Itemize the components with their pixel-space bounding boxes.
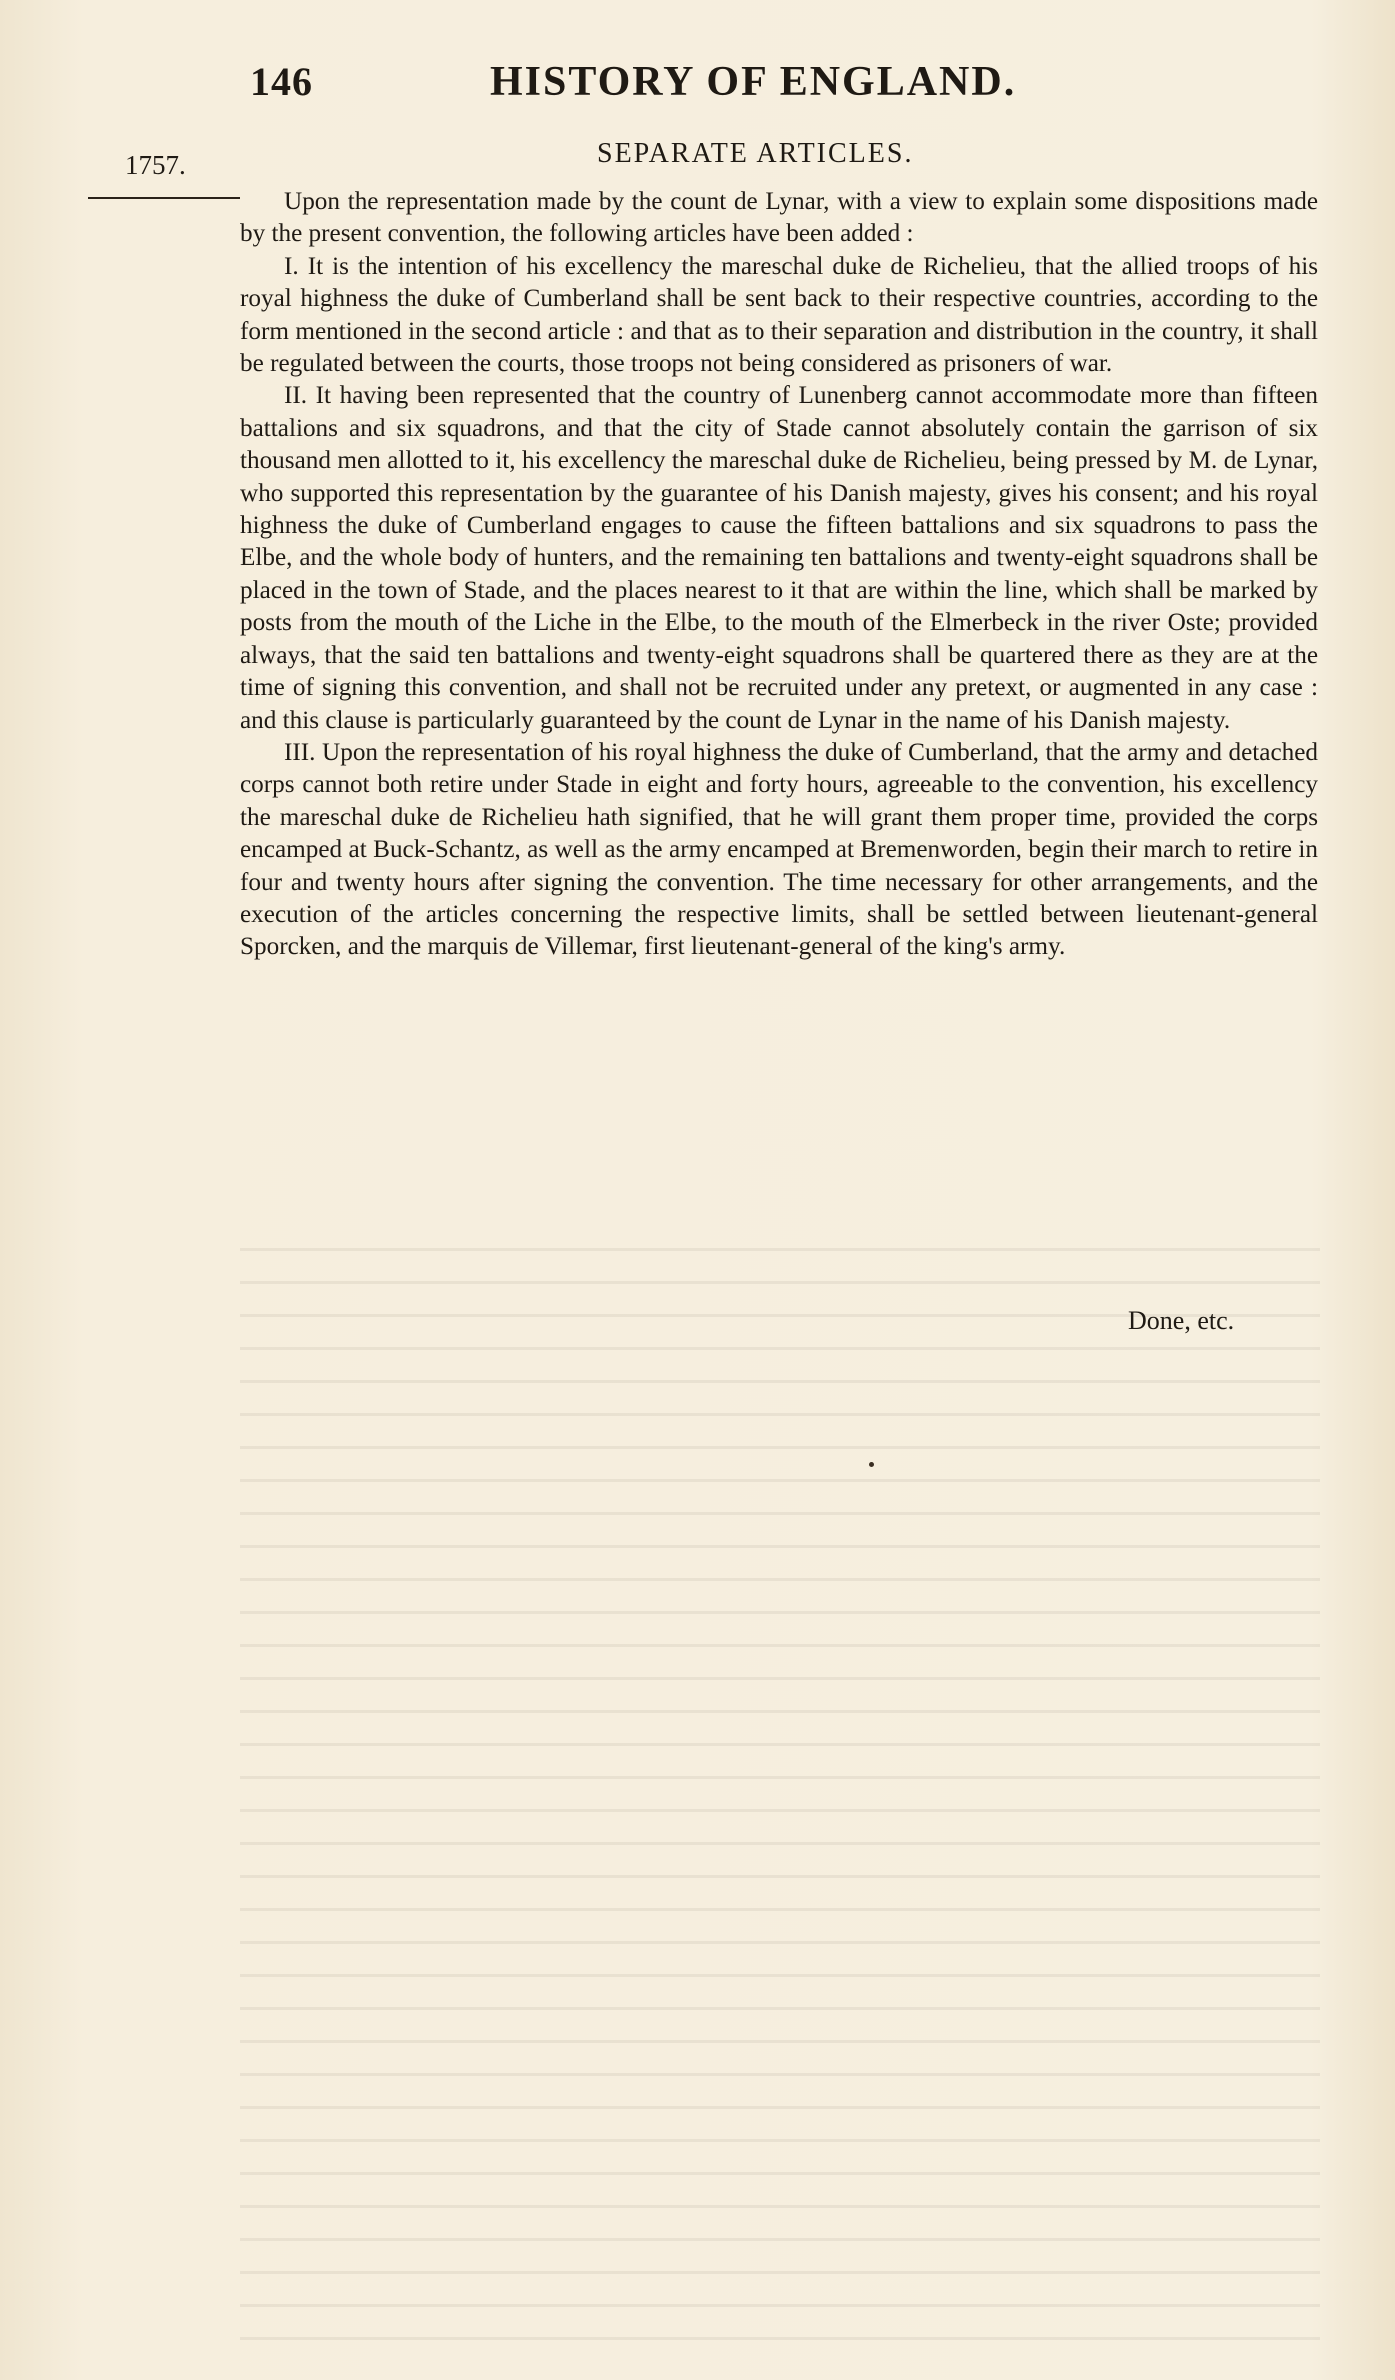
section-heading: SEPARATE ARTICLES. <box>597 138 914 169</box>
paragraph-article-2: II. It having been represented that the country of Lunenberg cannot accommodate more than fifteen battalions and six squadrons, and that the city of Stade cannot absolutely contain the garrison of six thousand men allotted to it, his excellency the mareschal duke de Richelieu, being pressed by M. de Lynar, who supported this representation by the guarantee of his Danish majesty, gives his consent; and his royal highness the duke of Cumberland engages to cause the fifteen battalions and six squadrons to pass the Elbe, and the whole body of hunters, and the remaining ten battalions and twenty-eight squadrons shall be placed in the town of Stade, and the places nearest to it that are within the line, which shall be marked by posts from the mouth of the Liche in the Elbe, to the mouth of the Elmerbeck in the river Oste; provided always, that the said ten battalions and twenty-eight squadrons shall be quartered there as they are at the time of signing this convention, and shall not be recruited under any pretext, or augmented in any case : and this clause is particularly guaranteed by the count de Lynar in the name of his Danish majesty. <box>240 382 1318 734</box>
paragraph-article-3: III. Upon the representation of his royal highness the duke of Cumberland, that the army and detached corps cannot both retire under Stade in eight and forty hours, agreeable to the convention, his excellency the mareschal duke de Richelieu hath signified, that he will grant them proper time, provided the corps encamped at Buck-Schantz, as well as the army encamped at Bremenworden, begin their march to retire in four and twenty hours after signing the convention. The time necessary for other arrangements, and the execution of the articles concerning the respective limits, shall be settled between lieutenant-general Sporcken, and the marquis de Villemar, first lieutenant-general of the king's army. <box>240 738 1318 961</box>
running-header <box>250 58 1210 112</box>
show-through-texture <box>240 1240 1320 2360</box>
closing-signoff: Done, etc. <box>1128 1306 1235 1335</box>
body-text <box>240 186 1318 964</box>
ink-speck <box>869 1462 874 1467</box>
margin-rule <box>88 197 240 199</box>
margin-year: 1757. <box>125 150 186 180</box>
page-number: 146 <box>250 59 313 104</box>
paragraph-intro: Upon the representation made by the count de Lynar, with a view to explain some dispositions made by the present convention, the following articles have been added : <box>240 188 1318 248</box>
running-title: HISTORY OF ENGLAND. <box>490 59 1017 105</box>
paragraph-article-1: I. It is the intention of his excellency the mareschal duke de Richelieu, that the allied troops of his royal highness the duke of Cumberland shall be sent back to their respective countries, according to the form mentioned in the second article : and that as to their separation and distribution in the country, it shall be regulated between the courts, those troops not being considered as prisoners of war. <box>240 252 1318 378</box>
